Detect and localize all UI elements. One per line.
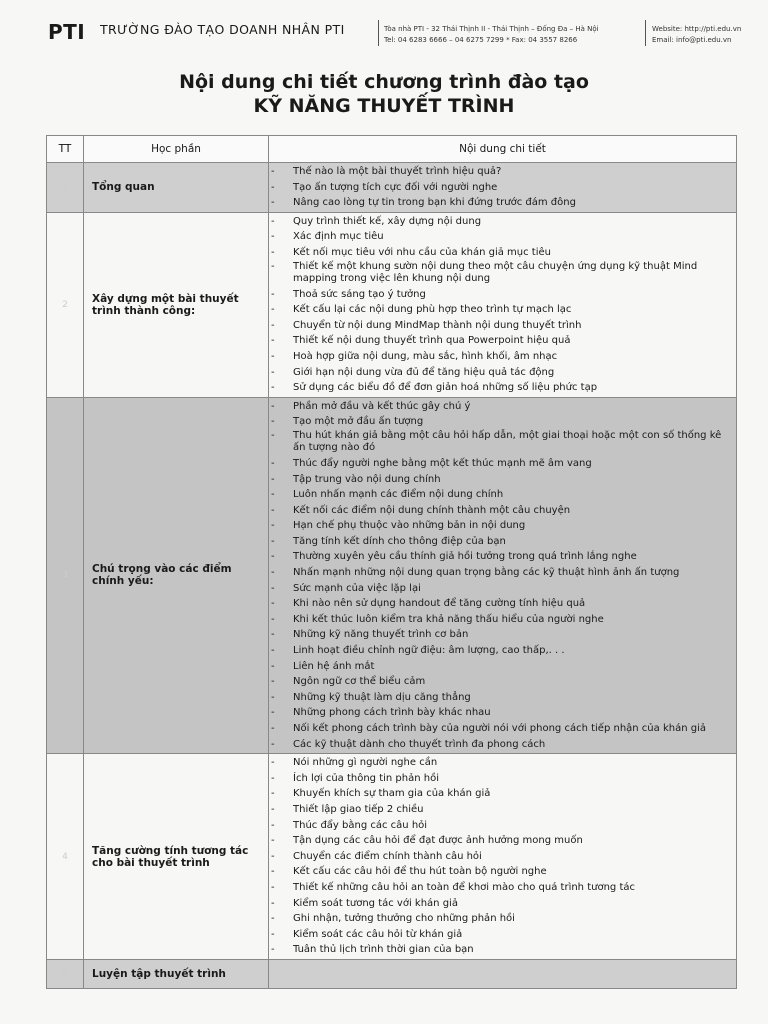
table-row [47,959,737,988]
list-item: - Ích lợi của thông tin phản hồi [293,771,736,787]
list-item: - Thu hút khán giả bằng một câu hỏi hấp dẫn, một giai thoại hoặc một con số thống kê ấn tượng nào đó [293,430,736,456]
page-subtitle: KỸ NĂNG THUYẾT TRÌNH [253,95,515,117]
list-item: - Thiết kế những câu hỏi an toàn để khơi mào cho quá trình tương tác [293,880,736,896]
list-item: - Tăng tính kết dính cho thông điệp của bạn [293,534,736,550]
module-content [269,163,737,213]
list-item: - Luôn nhấn mạnh các điểm nội dung chính [293,487,736,503]
letterhead [48,14,760,50]
list-item: - Thúc đẩy người nghe bằng một kết thúc mạnh mẽ âm vang [293,456,736,472]
table-row [47,163,737,213]
list-item: - Những kỹ năng thuyết trình cơ bản [293,627,736,643]
table-row [47,754,737,960]
list-item: - Kiểm soát tương tác với khán giả [293,896,736,912]
list-item: - Khi nào nên sử dụng handout để tăng cường tính hiệu quả [293,596,736,612]
table-row [47,212,737,397]
phone-fax-line: Tel: 04 6283 6666 – 04 6275 7299 * Fax: 04 3557 8266 [384,36,578,44]
divider [378,20,379,46]
module-content [269,397,737,753]
list-item: - Sức mạnh của việc lặp lại [293,581,736,597]
list-item: - Thường xuyên yêu cầu thính giả hồi tưởng trong quá trình lắng nghe [293,549,736,565]
table-row [47,397,737,753]
list-item: - Tận dụng các câu hỏi để đạt được ảnh hưởng mong muốn [293,833,736,849]
list-item: - Các kỹ thuật dành cho thuyết trình đa phong cách [293,737,736,753]
list-item: - Thoả sức sáng tạo ý tưởng [293,287,736,303]
column-header-tt: TT [47,136,84,163]
list-item: - Nối kết phong cách trình bày của người nói với phong cách tiếp nhận của khán giả [293,721,736,737]
address-block [384,24,599,46]
list-item: - Linh hoạt điều chỉnh ngữ điệu: âm lượng, cao thấp,. . . [293,643,736,659]
pti-logo: PTI [48,20,86,44]
list-item: - Thiết kế một khung sườn nội dung theo một câu chuyện ứng dụng kỹ thuật Mind mapping trong việc lên khung nội dung [293,261,736,287]
module-name: Tăng cường tính tương tác cho bài thuyết trình [84,754,269,960]
list-item: - Nhấn mạnh những nội dung quan trọng bằng các kỹ thuật hình ảnh ấn tượng [293,565,736,581]
list-item: - Thúc đẩy bằng các câu hỏi [293,818,736,834]
list-item: - Tập trung vào nội dung chính [293,472,736,488]
school-name: TRƯỜNG ĐÀO TẠO DOANH NHÂN PTI [100,22,345,37]
list-item: - Kết nối các điểm nội dung chính thành một câu chuyện [293,503,736,519]
module-name: Tổng quan [84,163,269,213]
list-item: - Khuyến khích sự tham gia của khán giả [293,786,736,802]
list-item: - Những kỹ thuật làm dịu căng thẳng [293,690,736,706]
list-item: - Nâng cao lòng tự tin trong bạn khi đứng trước đám đông [293,195,736,211]
curriculum-table [46,135,737,989]
list-item: - Hạn chế phụ thuộc vào những bản in nội dung [293,518,736,534]
row-number: 1 [47,163,84,213]
list-item: - Ngôn ngữ cơ thể biểu cảm [293,674,736,690]
list-item: - Khi kết thúc luôn kiểm tra khả năng thấu hiểu của người nghe [293,612,736,628]
list-item: - Kết cấu các câu hỏi để thu hút toàn bộ người nghe [293,864,736,880]
list-item: - Quy trình thiết kế, xây dựng nội dung [293,214,736,230]
module-name: Chú trọng vào các điểm chính yếu: [84,397,269,753]
module-name: Luyện tập thuyết trình [84,959,269,988]
row-number: 4 [47,754,84,960]
website-link[interactable]: Website: http://pti.edu.vn [652,25,742,33]
row-number: 5 [47,959,84,988]
list-item: - Ghi nhận, tưởng thưởng cho những phản hồi [293,911,736,927]
list-item: - Sử dụng các biểu đồ để đơn giản hoá những số liệu phức tạp [293,380,736,396]
list-item: - Liên hệ ánh mắt [293,659,736,675]
list-item: - Xác định mục tiêu [293,229,736,245]
list-item: - Những phong cách trình bày khác nhau [293,705,736,721]
list-item: - Kết nối mục tiêu với nhu cầu của khán giả mục tiêu [293,245,736,261]
row-number: 2 [47,212,84,397]
list-item: - Thiết kế nội dung thuyết trình qua Powerpoint hiệu quả [293,333,736,349]
list-item: - Phần mở đầu và kết thúc gây chú ý [293,399,736,415]
list-item: - Kiểm soát các câu hỏi từ khán giả [293,927,736,943]
email-link[interactable]: Email: info@pti.edu.vn [652,36,732,44]
module-content [269,754,737,960]
list-item: - Chuyển các điểm chính thành câu hỏi [293,849,736,865]
address-line: Tòa nhà PTI - 32 Thái Thịnh II - Thái Thịnh – Đống Đa – Hà Nội [384,25,599,33]
list-item: - Nói những gì người nghe cần [293,755,736,771]
list-item: - Tạo ấn tượng tích cực đối với người nghe [293,180,736,196]
column-header-content: Nội dung chi tiết [269,136,737,163]
table-header-row [47,136,737,163]
list-item: - Tạo một mở đầu ấn tượng [293,414,736,430]
contact-block [652,24,741,46]
module-content [269,959,737,988]
list-item: - Kết cấu lại các nội dung phù hợp theo trình tự mạch lạc [293,302,736,318]
list-item: - Thế nào là một bài thuyết trình hiệu quả? [293,164,736,180]
list-item: - Thiết lập giao tiếp 2 chiều [293,802,736,818]
row-number: 3 [47,397,84,753]
column-header-module: Học phần [84,136,269,163]
list-item: - Hoà hợp giữa nội dung, màu sắc, hình khối, âm nhạc [293,349,736,365]
module-content [269,212,737,397]
divider [645,20,646,46]
list-item: - Chuyển từ nội dung MindMap thành nội dung thuyết trình [293,318,736,334]
page-title: Nội dung chi tiết chương trình đào tạo [179,71,589,93]
module-name: Xây dựng một bài thuyết trình thành công: [84,212,269,397]
list-item: - Tuân thủ lịch trình thời gian của bạn [293,942,736,958]
list-item: - Giới hạn nội dung vừa đủ để tăng hiệu quả tác động [293,365,736,381]
